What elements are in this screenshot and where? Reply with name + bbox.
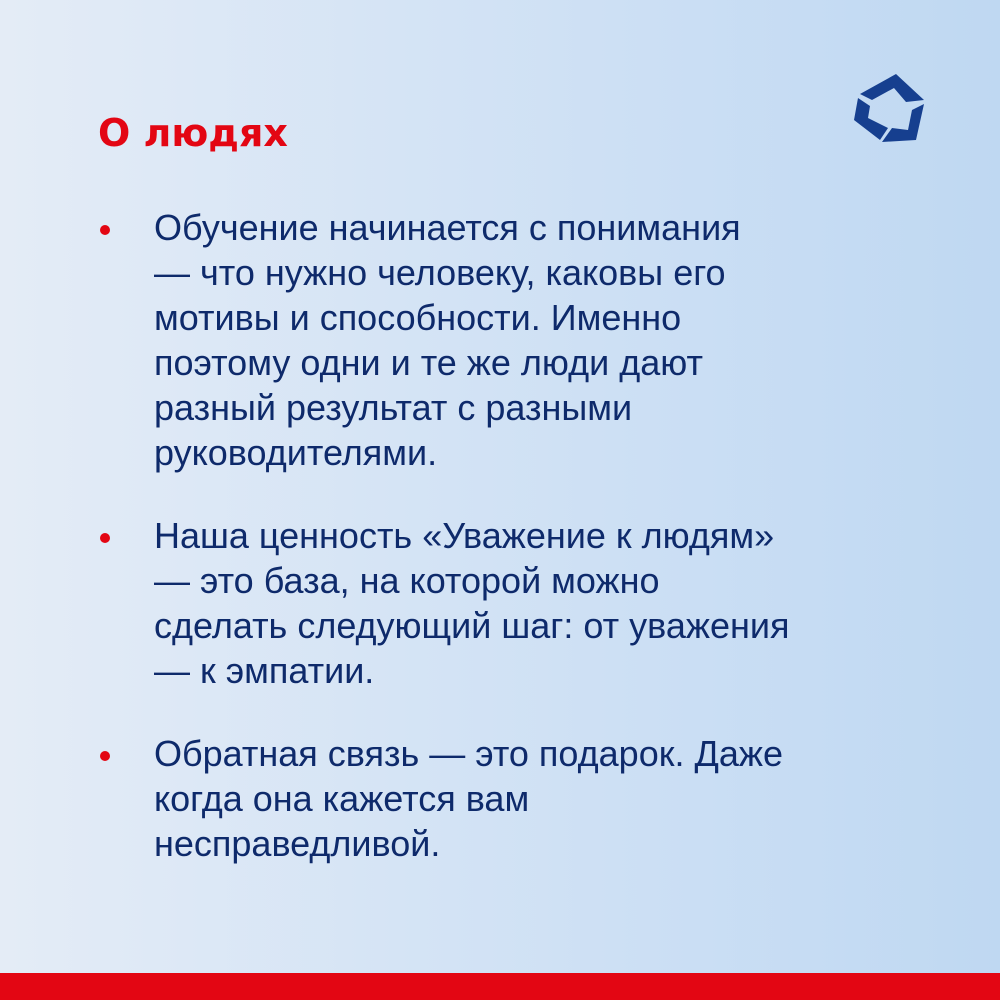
bullet-text-line: когда она кажется вам [154,778,530,819]
bullet-text-line: — к эмпатии. [154,650,375,691]
bullet-text-line: руководителями. [154,432,438,473]
bullet-text-line: — что нужно человеку, каковы его [154,252,726,293]
bullet-text-line: сделать следующий шаг: от уважения [154,605,790,646]
bullet-item [98,513,918,693]
bullet-text-line: Обучение начинается с понимания [154,207,741,248]
bullet-list [98,205,918,904]
bullet-dot-icon [100,751,110,761]
bullet-dot-icon [100,225,110,235]
bullet-text-line: Наша ценность «Уважение к людям» [154,515,775,556]
bullet-text-line: разный результат с разными [154,387,633,428]
slide-title: О людях [98,111,288,155]
bullet-text-line: Обратная связь — это подарок. Даже [154,733,783,774]
bullet-text-line: мотивы и способности. Именно [154,297,682,338]
bullet-text-line: поэтому одни и те же люди дают [154,342,703,383]
bullet-text-line: — это база, на которой можно [154,560,660,601]
bullet-item [98,731,918,866]
footer-accent-bar [0,973,1000,1000]
bullet-text-line: несправедливой. [154,823,441,864]
bullet-item [98,205,918,475]
brand-logo-icon [850,66,930,146]
bullet-dot-icon [100,533,110,543]
